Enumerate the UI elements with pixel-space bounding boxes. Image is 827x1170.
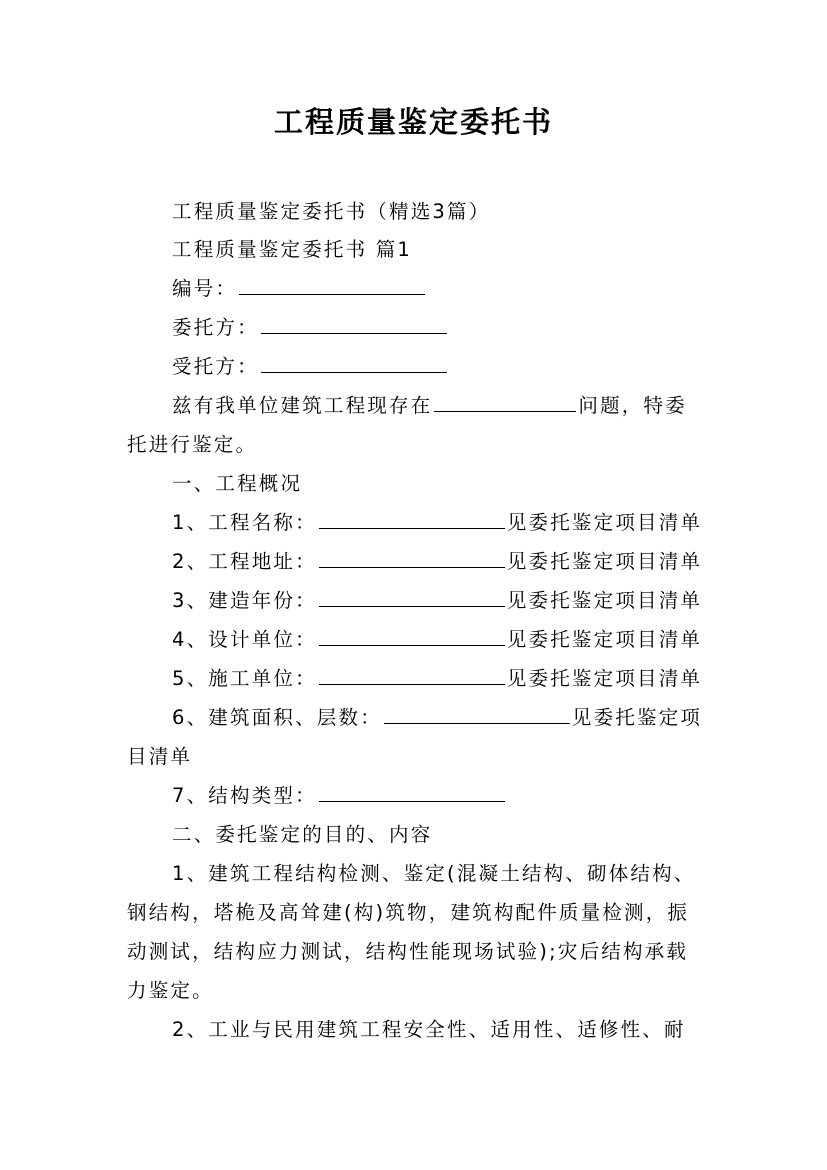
number-blank (239, 276, 425, 295)
intro-continuation: 托进行鉴定。 (127, 433, 258, 456)
item-label: 5、施工单位： (172, 667, 317, 690)
content-line: 动测试，结构应力测试，结构性能现场试验);灾后结构承载 (127, 940, 689, 963)
overview-item (172, 548, 702, 576)
item6-continuation: 目清单 (127, 745, 193, 768)
item6-blank (384, 705, 570, 724)
overview-item (172, 587, 702, 615)
overview-item-6 (172, 704, 702, 732)
trustee-blank (261, 354, 447, 373)
overview-item (172, 665, 702, 693)
number-field (172, 275, 427, 303)
item-blank (319, 510, 505, 529)
item-label: 4、设计单位： (172, 628, 317, 651)
content-line: 2、工业与民用建筑工程安全性、适用性、适修性、耐 (172, 1018, 686, 1041)
item-suffix: 见委托鉴定项目清单 (506, 628, 703, 651)
trustee-label: 受托方： (172, 355, 259, 378)
client-label: 委托方： (172, 316, 259, 339)
intro-line (172, 392, 687, 420)
issue-blank (434, 393, 576, 412)
content-line: 钢结构，塔桅及高耸建(构)筑物，建筑构配件质量检测，振 (127, 901, 690, 924)
item6-label: 6、建筑面积、层数： (172, 706, 382, 729)
item-suffix: 见委托鉴定项目清单 (506, 589, 703, 612)
trustee-field (172, 353, 449, 381)
content-line: 1、建筑工程结构检测、鉴定(混凝土结构、砌体结构、 (172, 862, 696, 885)
item-label: 1、工程名称： (172, 511, 317, 534)
intro-part2: 问题，特委 (578, 394, 687, 417)
section2-heading: 二、委托鉴定的目的、内容 (172, 823, 433, 846)
client-blank (261, 315, 447, 334)
item6-suffix: 见委托鉴定项 (571, 706, 703, 729)
item-blank (319, 588, 505, 607)
item-blank (319, 627, 505, 646)
item-label: 2、工程地址： (172, 550, 317, 573)
item7-blank (319, 783, 505, 802)
item7-label: 7、结构类型： (172, 784, 317, 807)
part-heading: 工程质量鉴定委托书 篇1 (172, 238, 413, 261)
number-label: 编号： (172, 277, 238, 300)
item-label: 3、建造年份： (172, 589, 317, 612)
overview-item (172, 509, 702, 537)
item-blank (319, 666, 505, 685)
section1-heading: 一、工程概况 (172, 472, 303, 495)
client-field (172, 314, 449, 342)
item-suffix: 见委托鉴定项目清单 (506, 667, 703, 690)
overview-item (172, 626, 702, 654)
item-blank (319, 549, 505, 568)
item-suffix: 见委托鉴定项目清单 (506, 550, 703, 573)
document-title: 工程质量鉴定委托书 (273, 105, 553, 139)
item-suffix: 见委托鉴定项目清单 (506, 511, 703, 534)
overview-item-7 (172, 782, 507, 810)
intro-part1: 兹有我单位建筑工程现存在 (172, 394, 433, 417)
content-line: 力鉴定。 (127, 979, 214, 1002)
document-subtitle: 工程质量鉴定委托书（精选3篇） (172, 200, 491, 223)
